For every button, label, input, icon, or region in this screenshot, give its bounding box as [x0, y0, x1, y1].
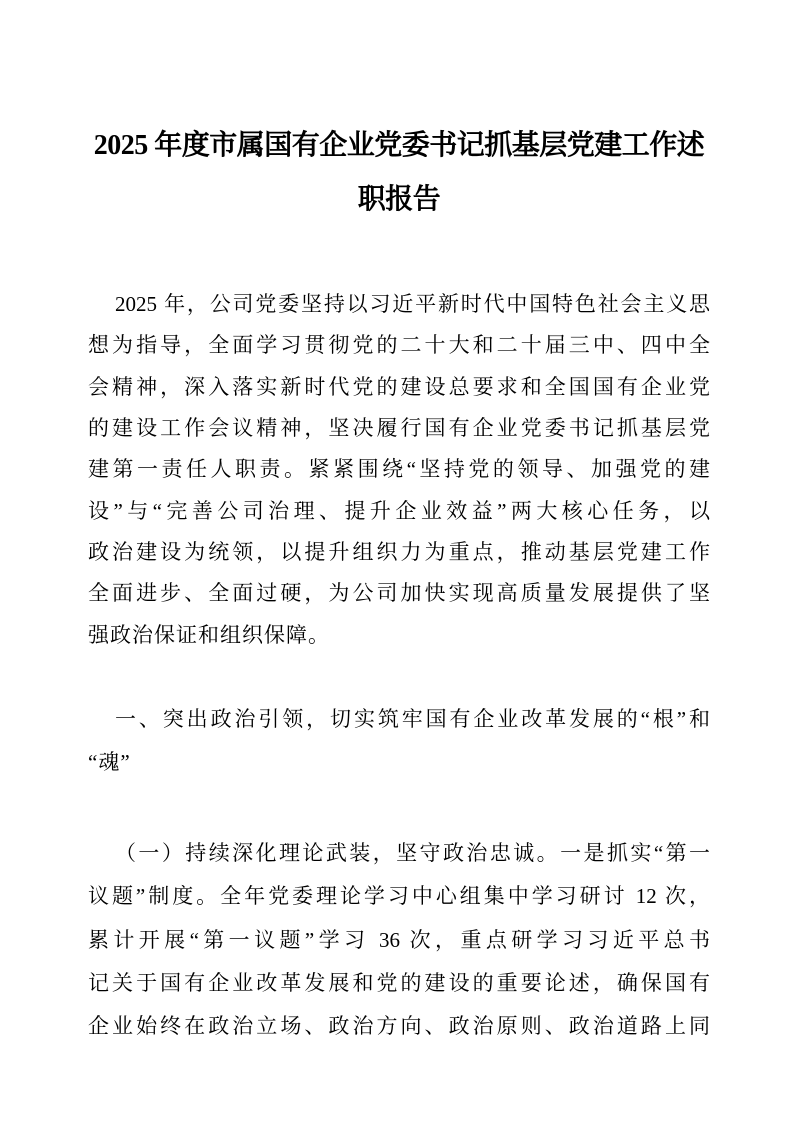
heading-line: “魂”: [88, 750, 131, 775]
paragraph-line: 累计开展“第一议题”学习 36 次，重点研学习习近平总书: [88, 927, 710, 952]
paragraph-line: 会精神，深入落实新时代党的建设总要求和全国国有企业党: [88, 374, 710, 399]
paragraph-line: 建第一责任人职责。紧紧围绕“坚持党的领导、加强党的建: [88, 457, 710, 482]
section-heading: [88, 698, 710, 784]
paragraph-line: （一）持续深化理论武装，坚守政治忠诚。一是抓实“第一: [115, 841, 710, 866]
intro-paragraph: [88, 284, 710, 656]
paragraph-line: 政治建设为统领，以提升组织力为重点，推动基层党建工作: [88, 540, 710, 565]
subsection-paragraph: [88, 832, 710, 1048]
paragraph-line: 企业始终在政治立场、政治方向、政治原则、政治道路上同: [88, 1014, 710, 1039]
paragraph-line: 设”与“完善公司治理、提升企业效益”两大核心任务，以: [88, 498, 710, 523]
paragraph-line: 记关于国有企业改革发展和党的建设的重要论述，确保国有: [88, 970, 710, 995]
document-title: [88, 0, 710, 227]
paragraph-line: 想为指导，全面学习贯彻党的二十大和二十届三中、四中全: [88, 333, 710, 358]
paragraph-line: 强政治保证和组织保障。: [88, 622, 330, 647]
paragraph-line: 议题”制度。全年党委理论学习中心组集中学习研讨 12 次，: [88, 884, 710, 909]
paragraph-line: 的建设工作会议精神，坚决履行国有企业党委书记抓基层党: [88, 416, 710, 441]
paragraph-line: 2025 年，公司党委坚持以习近平新时代中国特色社会主义思: [115, 292, 710, 316]
title-line-2: 职报告: [357, 184, 441, 215]
paragraph-line: 全面进步、全面过硬，为公司加快实现高质量发展提供了坚: [88, 581, 710, 606]
title-line-1: 2025 年度市属国有企业党委书记抓基层党建工作述: [93, 130, 705, 161]
heading-line: 一、突出政治引领，切实筑牢国有企业改革发展的“根”和: [115, 707, 710, 732]
